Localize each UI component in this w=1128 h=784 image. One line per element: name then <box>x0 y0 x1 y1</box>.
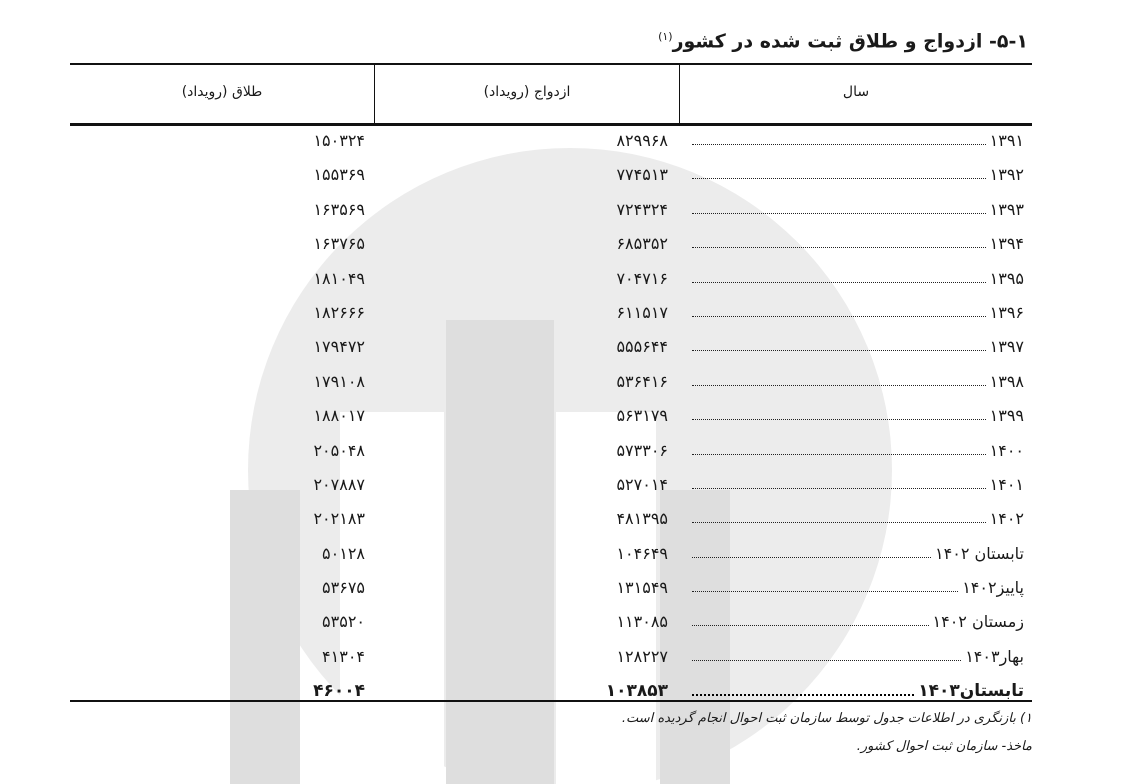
cell-divorce: ۱۸۱۰۴۹ <box>313 268 365 288</box>
leader-dots <box>692 522 986 523</box>
cell-year: پاییز۱۴۰۲ <box>962 578 1024 598</box>
cell-year: بهار۱۴۰۳ <box>965 646 1024 666</box>
cell-year: ۱۳۹۲ <box>989 165 1024 185</box>
table-row <box>0 261 1128 295</box>
cell-divorce: ۱۶۳۷۶۵ <box>313 234 365 254</box>
leader-dots <box>692 316 986 317</box>
table-row <box>0 157 1128 191</box>
cell-marriage: ۷۰۴۷۱۶ <box>616 268 668 288</box>
cell-year: تابستان۱۴۰۳ <box>918 681 1024 702</box>
cell-marriage: ۱۲۸۲۲۷ <box>616 646 668 666</box>
cell-year: ۱۳۹۵ <box>989 268 1024 288</box>
cell-marriage: ۷۲۴۳۲۴ <box>616 199 668 219</box>
leader-dots <box>692 350 986 351</box>
leader-dots <box>692 178 986 179</box>
leader-dots <box>692 557 931 558</box>
leader-dots <box>692 385 986 386</box>
leader-dots <box>692 591 958 592</box>
cell-divorce: ۱۷۹۱۰۸ <box>313 371 365 391</box>
cell-year: ۱۴۰۰ <box>989 440 1024 460</box>
cell-divorce: ۵۰۱۲۸ <box>322 543 365 563</box>
cell-divorce: ۱۵۵۳۶۹ <box>313 165 365 185</box>
cell-marriage: ۵۲۷۰۱۴ <box>616 474 668 494</box>
leader-dots <box>692 625 929 626</box>
table-title <box>658 30 1028 52</box>
cell-divorce: ۱۸۸۰۱۷ <box>313 406 365 426</box>
cell-marriage: ۶۸۵۳۵۲ <box>616 234 668 254</box>
table-row <box>0 570 1128 604</box>
cell-year: ۱۳۹۱ <box>989 131 1024 150</box>
table-row <box>0 501 1128 535</box>
cell-marriage: ۵۵۵۶۴۴ <box>616 337 668 357</box>
table-row <box>0 673 1128 707</box>
cell-marriage: ۱۳۱۵۴۹ <box>616 578 668 598</box>
cell-marriage: ۵۶۳۱۷۹ <box>616 406 668 426</box>
cell-year: تابستان ۱۴۰۲ <box>935 543 1024 563</box>
cell-marriage: ۱۱۳۰۸۵ <box>616 612 668 632</box>
cell-year: ۱۳۹۶ <box>989 302 1024 322</box>
table-row <box>0 192 1128 226</box>
table-body <box>0 123 1128 708</box>
cell-divorce: ۲۰۲۱۸۳ <box>313 509 365 529</box>
table-row <box>0 123 1128 157</box>
table-row <box>0 604 1128 638</box>
header-year: سال <box>842 84 870 100</box>
table-title-text: ۵-۱- ازدواج و طلاق ثبت شده در کشور <box>672 30 1028 53</box>
table-row <box>0 433 1128 467</box>
cell-divorce: ۲۰۷۸۸۷ <box>313 474 365 494</box>
cell-year: ۱۳۹۳ <box>989 199 1024 219</box>
cell-year: ۱۴۰۱ <box>989 474 1024 494</box>
cell-marriage: ۸۲۹۹۶۸ <box>616 131 668 150</box>
cell-marriage: ۴۸۱۳۹۵ <box>616 509 668 529</box>
leader-dots <box>692 488 986 489</box>
leader-dots <box>692 213 986 214</box>
cell-marriage: ۷۷۴۵۱۳ <box>616 165 668 185</box>
cell-divorce: ۵۳۶۷۵ <box>322 578 365 598</box>
footnote: ۱) بازنگری در اطلاعات جدول توسط سازمان ثبت احوال انجام گردیده است. <box>621 711 1032 726</box>
table-row <box>0 364 1128 398</box>
cell-marriage: ۶۱۱۵۱۷ <box>616 302 668 322</box>
cell-marriage: ۵۳۶۴۱۶ <box>616 371 668 391</box>
table-row <box>0 295 1128 329</box>
cell-marriage: ۱۰۳۸۵۳ <box>605 681 668 702</box>
cell-divorce: ۱۷۹۴۷۲ <box>313 337 365 357</box>
cell-marriage: ۵۷۳۳۰۶ <box>616 440 668 460</box>
cell-divorce: ۱۶۳۵۶۹ <box>313 199 365 219</box>
leader-dots <box>692 419 986 420</box>
table-row <box>0 329 1128 363</box>
cell-marriage: ۱۰۴۶۴۹ <box>616 543 668 563</box>
leader-dots <box>692 660 961 661</box>
cell-year: زمستان ۱۴۰۲ <box>932 612 1024 632</box>
leader-dots <box>692 454 986 455</box>
table-row <box>0 639 1128 673</box>
leader-dots <box>692 282 986 283</box>
title-footnote-mark: (۱) <box>658 30 673 43</box>
header-divorce: طلاق (رویداد) <box>70 65 375 123</box>
cell-divorce: ۵۳۵۲۰ <box>322 612 365 632</box>
cell-divorce: ۱۸۲۶۶۶ <box>313 302 365 322</box>
leader-dots <box>692 247 986 248</box>
cell-year: ۱۴۰۲ <box>989 509 1024 529</box>
cell-divorce: ۴۱۳۰۴ <box>322 646 365 666</box>
table-row <box>0 467 1128 501</box>
table-row <box>0 226 1128 260</box>
cell-divorce: ۱۵۰۳۲۴ <box>313 131 365 150</box>
cell-divorce: ۲۰۵۰۴۸ <box>313 440 365 460</box>
header-marriage: ازدواج (رویداد) <box>375 65 680 123</box>
table-row <box>0 398 1128 432</box>
cell-year: ۱۳۹۸ <box>989 371 1024 391</box>
source-note: ماخذ- سازمان ثبت احوال کشور. <box>856 739 1032 754</box>
cell-year: ۱۳۹۴ <box>989 234 1024 254</box>
leader-dots <box>692 144 986 145</box>
table-bottom-rule <box>70 700 1032 702</box>
table-row <box>0 536 1128 570</box>
cell-year: ۱۳۹۷ <box>989 337 1024 357</box>
cell-divorce: ۴۶۰۰۴ <box>313 681 365 702</box>
cell-year: ۱۳۹۹ <box>989 406 1024 426</box>
leader-dots <box>692 694 914 696</box>
table-header <box>70 63 1032 126</box>
